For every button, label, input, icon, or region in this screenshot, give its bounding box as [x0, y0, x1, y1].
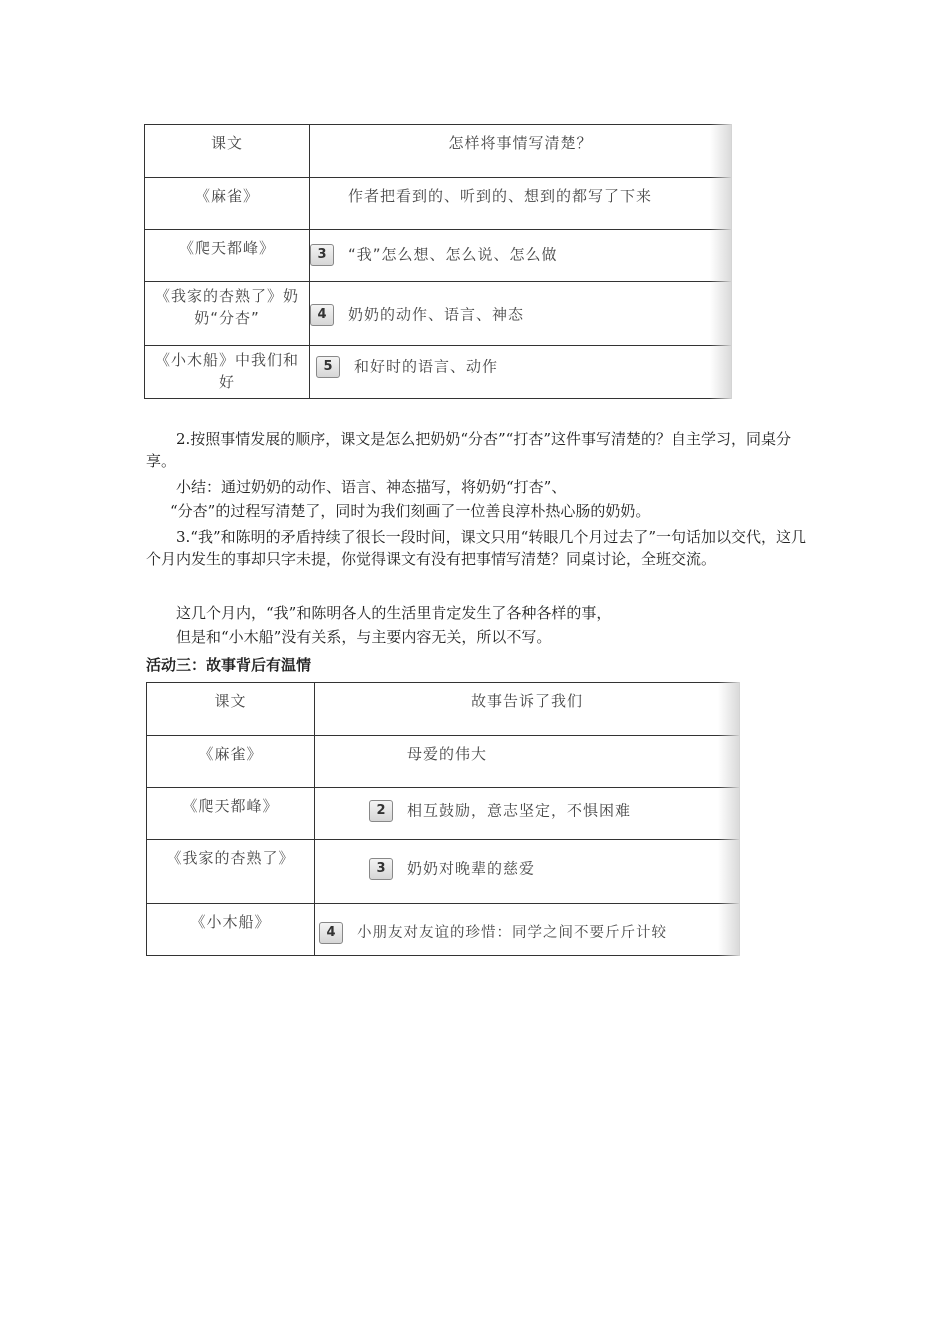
- number-badge: 3: [310, 244, 334, 266]
- lesson-cell: 《我家的杏熟了》奶奶“分杏”: [145, 282, 310, 346]
- question-2-paragraph: 2.按照事情发展的顺序，课文是怎么把奶奶“分杏”“打杏”这件事写清楚的？自主学习，同桌分享。: [146, 430, 791, 470]
- answer-continuation: 但是和“小木船”没有关系，与主要内容无关，所以不写。: [176, 628, 552, 646]
- lesson-cell: 《小木船》: [147, 904, 315, 956]
- activity-3-heading: 活动三：故事背后有温情: [146, 656, 312, 674]
- number-badge: 4: [319, 922, 343, 944]
- header-story: 故事告诉了我们: [315, 683, 740, 736]
- content-text: 和好时的语言、动作: [354, 357, 499, 376]
- content-cell: 母爱的伟大: [315, 736, 740, 788]
- lesson-cell: 《爬天都峰》: [147, 788, 315, 840]
- table-header-row: [145, 125, 732, 178]
- content-text: 奶奶的动作、语言、神态: [348, 305, 525, 324]
- table-row: [145, 346, 732, 399]
- content-cell: [310, 230, 732, 282]
- question-3-paragraph: 3.“我”和陈明的矛盾持续了很长一段时间，课文只用“转眼几个月过去了”一句话加以交代，这几个月内发生的事却只字未提，你觉得课文有没有把事情写清楚？同桌讨论，全班交流。: [146, 528, 806, 568]
- content-text: “我”怎么想、怎么说、怎么做: [348, 245, 558, 264]
- content-text: 奶奶对晚辈的慈爱: [407, 859, 536, 878]
- lesson-cell: 《麻雀》: [145, 178, 310, 230]
- table-row: [147, 788, 740, 840]
- number-badge: 3: [369, 858, 393, 880]
- table-row: [147, 736, 740, 788]
- content-cell: [315, 788, 740, 840]
- content-cell: [310, 346, 732, 399]
- table-row: [147, 840, 740, 904]
- header-lesson: 课文: [145, 125, 310, 178]
- number-badge: 4: [310, 304, 334, 326]
- header-question: 怎样将事情写清楚？: [310, 125, 732, 178]
- content-text: 相互鼓励，意志坚定，不惧困难: [407, 801, 632, 820]
- table-header-row: [147, 683, 740, 736]
- content-cell: [310, 282, 732, 346]
- answer-paragraph: 这几个月内，“我”和陈明各人的生活里肯定发生了各种各样的事，: [176, 604, 612, 622]
- number-badge: 5: [316, 356, 340, 378]
- number-badge: 2: [369, 800, 393, 822]
- summary-continuation: “分杏”的过程写清楚了，同时为我们刻画了一位善良淳朴热心肠的奶奶。: [170, 502, 651, 520]
- lesson-cell: 《麻雀》: [147, 736, 315, 788]
- table-row: [145, 178, 732, 230]
- summary-paragraph: 小结：通过奶奶的动作、语言、神态描写，将奶奶“打杏”、: [176, 478, 567, 496]
- lesson-cell: 《小木船》中我们和好: [145, 346, 310, 399]
- content-cell: 作者把看到的、听到的、想到的都写了下来: [310, 178, 732, 230]
- header-lesson: 课文: [147, 683, 315, 736]
- table-row: [145, 230, 732, 282]
- content-text: 小朋友对友谊的珍惜：同学之间不要斤斤计较: [357, 925, 667, 941]
- table-2: [146, 682, 740, 956]
- content-cell: [315, 840, 740, 904]
- content-cell: [315, 904, 740, 956]
- table-row: [145, 282, 732, 346]
- table-row: [147, 904, 740, 956]
- table-1: [144, 124, 732, 399]
- lesson-cell: 《我家的杏熟了》: [147, 840, 315, 904]
- lesson-cell: 《爬天都峰》: [145, 230, 310, 282]
